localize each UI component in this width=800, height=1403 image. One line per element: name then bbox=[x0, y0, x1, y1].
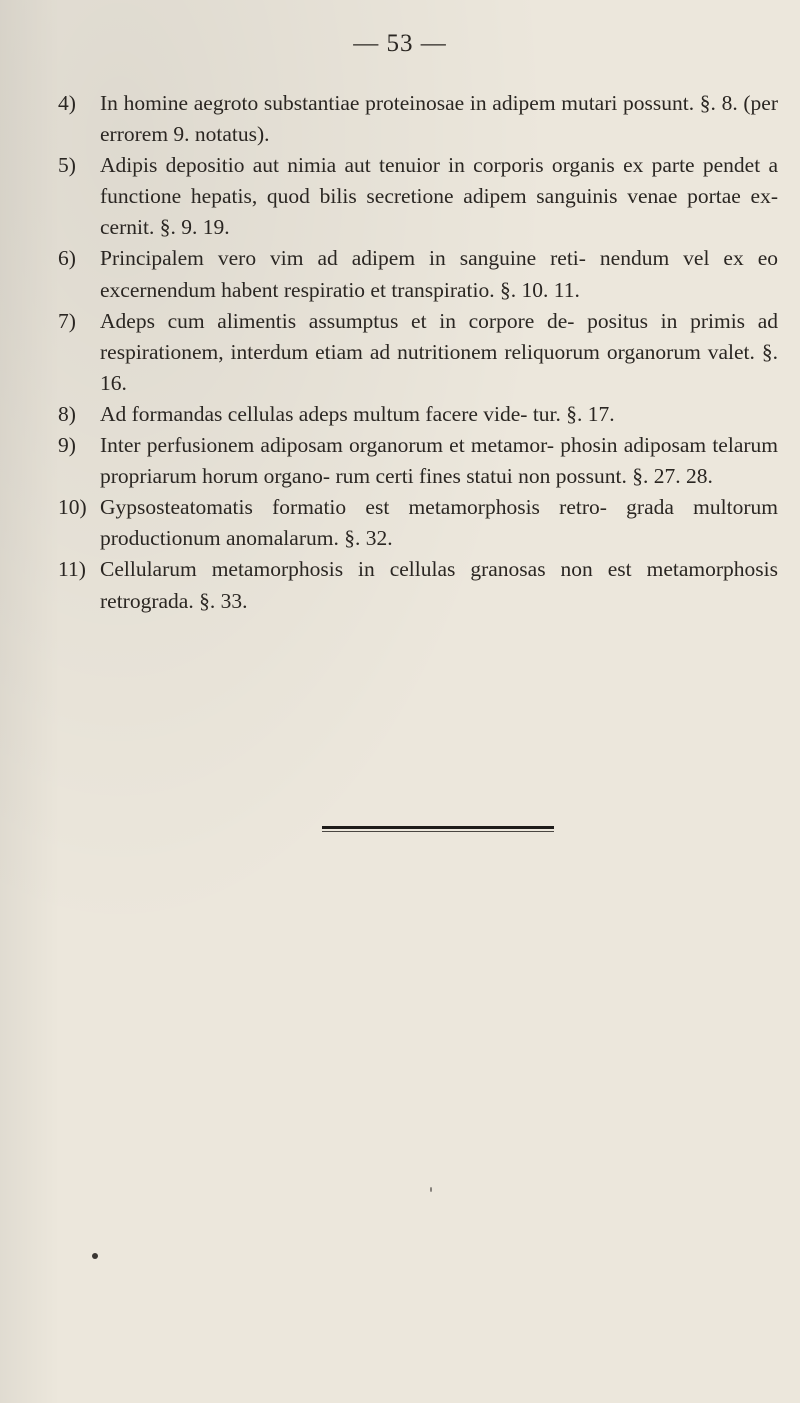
thesis-number: 5) bbox=[58, 153, 76, 178]
thesis-text: Principalem vero vim ad adipem in sanguine reti- nendum vel ex eo excernendum habent respiratio et transpiratio. §. 10. 11. bbox=[100, 246, 778, 302]
ink-speck bbox=[92, 1253, 98, 1259]
thesis-number: 10) bbox=[58, 495, 87, 520]
thesis-number: 8) bbox=[58, 401, 76, 426]
thesis-text: Adipis depositio aut nimia aut tenuior in corporis organis ex parte pendet a functione hepatis, quod bilis secretione adipem sanguinis venae portae ex- cernit. §. 9. 19. bbox=[100, 153, 778, 240]
page-number-header: — 53 — bbox=[353, 30, 447, 57]
thesis-number: 11) bbox=[58, 557, 86, 582]
thesis-item bbox=[58, 306, 778, 399]
thesis-text: Inter perfusionem adiposam organorum et metamor- phosin adiposam telarum propriarum horum organo- rum certi fines statui non possunt. §. 27. 28. bbox=[100, 433, 778, 489]
thesis-number: 7) bbox=[58, 308, 76, 333]
thesis-item bbox=[58, 243, 778, 305]
thesis-item bbox=[58, 88, 778, 150]
thesis-text: In homine aegroto substantiae proteinosae in adipem mutari possunt. §. 8. (per errorem 9. notatus). bbox=[100, 91, 778, 147]
thesis-item bbox=[58, 150, 778, 243]
thesis-item bbox=[58, 554, 778, 616]
closing-rule bbox=[322, 826, 554, 829]
thesis-number: 9) bbox=[58, 433, 76, 458]
thesis-text: Cellularum metamorphosis in cellulas granosas non est metamorphosis retrograda. §. 33. bbox=[100, 557, 778, 613]
thesis-item bbox=[58, 399, 778, 430]
thesis-text: Ad formandas cellulas adeps multum facere vide- tur. §. 17. bbox=[100, 401, 615, 426]
thesis-list bbox=[58, 88, 778, 617]
thesis-text: Adeps cum alimentis assumptus et in corpore de- positus in primis ad respirationem, interdum etiam ad nutritionem reliquorum organorum valet. §. 16. bbox=[100, 308, 778, 395]
thesis-number: 4) bbox=[58, 91, 76, 115]
ink-speck bbox=[430, 1187, 432, 1192]
thesis-number: 6) bbox=[58, 246, 76, 271]
thesis-item bbox=[58, 492, 778, 554]
closing-rule-thin bbox=[322, 831, 554, 832]
thesis-text: Gypsosteatomatis formatio est metamorphosis retro- grada multorum productionum anomalarum. §. 32. bbox=[100, 495, 778, 551]
thesis-item bbox=[58, 430, 778, 492]
